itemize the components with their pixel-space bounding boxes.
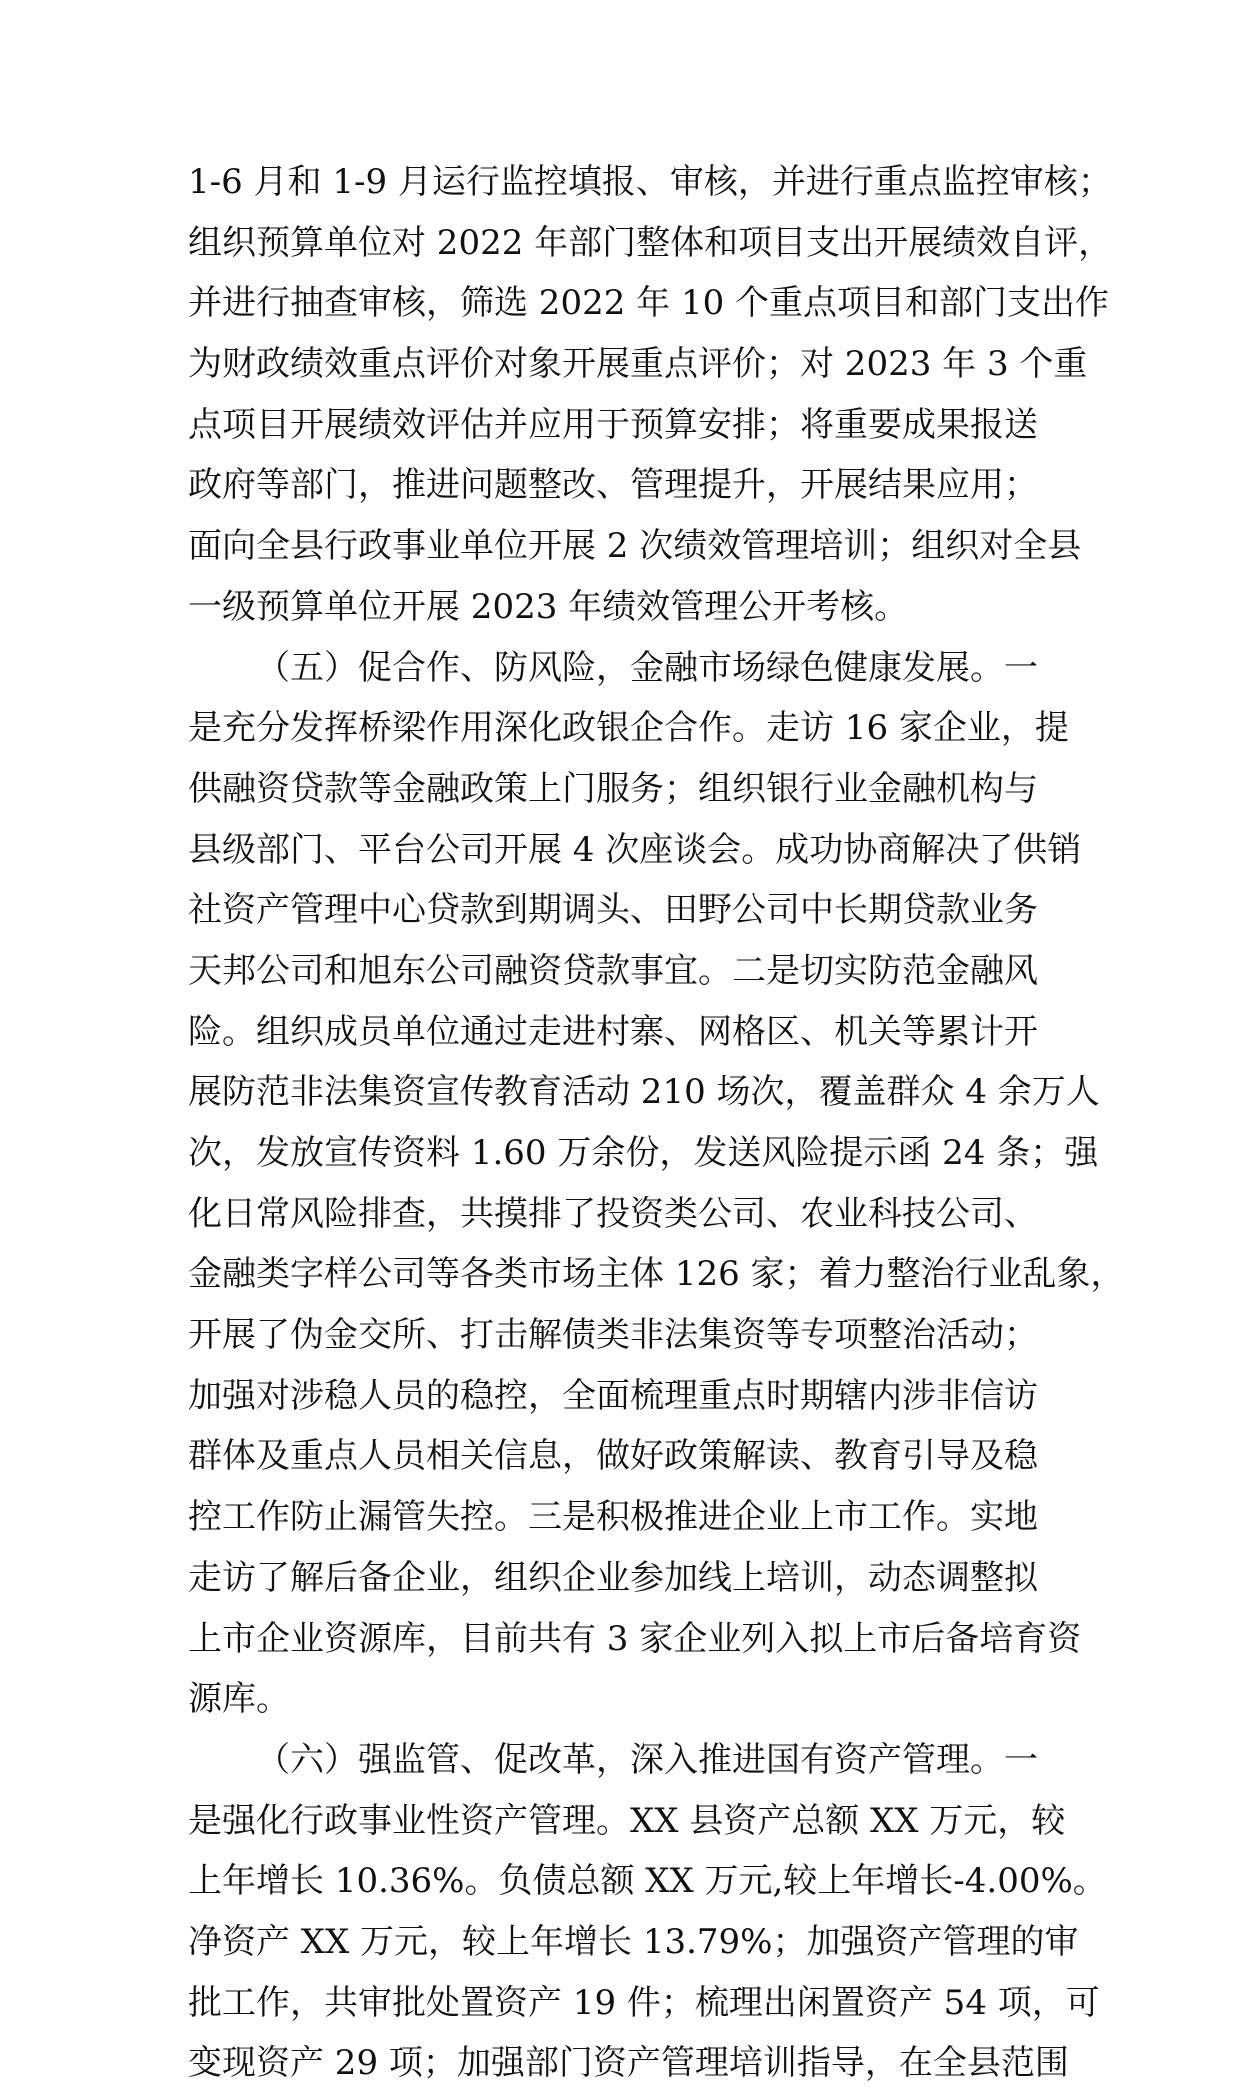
- text-line: 变现资产 29 项；加强部门资产管理培训指导，在全县范围: [188, 2043, 1069, 2084]
- text-line: 加强对涉稳人员的稳控，全面梳理重点时期辖内涉非信访: [188, 1375, 1038, 1416]
- text-line: 县级部门、平台公司开展 4 次座谈会。成功协商解决了供销: [188, 829, 1082, 870]
- text-line: 1-6 月和 1-9 月运行监控填报、审核，并进行重点监控审核；: [188, 162, 1112, 202]
- text-line: 化日常风险排查，共摸排了投资类公司、农业科技公司、: [188, 1193, 1038, 1234]
- text-line: 开展了伪金交所、打击解债类非法集资等专项整治活动；: [188, 1315, 1038, 1356]
- body-text: [188, 152, 1125, 2094]
- section-heading-line: （六）强监管、促改革，深入推进国有资产管理。一: [256, 1739, 1038, 1780]
- text-line: 点项目开展绩效评估并应用于预算安排；将重要成果报送: [188, 404, 1038, 445]
- text-line: 走访了解后备企业，组织企业参加线上培训，动态调整拟: [188, 1557, 1038, 1598]
- text-line: 控工作防止漏管失控。三是积极推进企业上市工作。实地: [188, 1497, 1038, 1538]
- text-line: 上市企业资源库，目前共有 3 家企业列入拟上市后备培育资: [188, 1618, 1082, 1659]
- text-line: 政府等部门，推进问题整改、管理提升，开展结果应用；: [188, 465, 1038, 506]
- text-line: 并进行抽查审核，筛选 2022 年 10 个重点项目和部门支出作: [188, 283, 1110, 324]
- section-heading-line: （五）促合作、防风险，金融市场绿色健康发展。一: [256, 647, 1038, 688]
- text-line: 次，发放宣传资料 1.60 万余份，发送风险提示函 24 条；强: [188, 1133, 1099, 1173]
- text-line: 社资产管理中心贷款到期调头、田野公司中长期贷款业务: [188, 890, 1038, 931]
- text-line: 险。组织成员单位通过走进村寨、网格区、机关等累计开: [188, 1011, 1038, 1052]
- text-line: 组织预算单位对 2022 年部门整体和项目支出开展绩效自评，: [188, 222, 1113, 263]
- text-line: 净资产 XX 万元，较上年增长 13.79%；加强资产管理的审: [188, 1921, 1079, 1962]
- text-line: 供融资贷款等金融政策上门服务；组织银行业金融机构与: [188, 768, 1038, 809]
- text-line: 群体及重点人员相关信息，做好政策解读、教育引导及稳: [188, 1436, 1038, 1477]
- text-line: 展防范非法集资宣传教育活动 210 场次，覆盖群众 4 余万人: [188, 1072, 1100, 1113]
- text-line: 面向全县行政事业单位开展 2 次绩效管理培训；组织对全县: [188, 526, 1082, 567]
- text-line: 为财政绩效重点评价对象开展重点评价；对 2023 年 3 个重: [188, 344, 1088, 385]
- text-line: 批工作，共审批处置资产 19 件；梳理出闲置资产 54 项，可: [188, 1982, 1100, 2023]
- text-line: 一级预算单位开展 2023 年绩效管理公开考核。: [188, 586, 909, 627]
- text-line: 源库。: [188, 1679, 290, 1720]
- text-line: 上年增长 10.36%。负债总额 XX 万元,较上年增长-4.00%。: [188, 1861, 1107, 1902]
- text-line: 是强化行政事业性资产管理。XX 县资产总额 XX 万元，较: [188, 1800, 1066, 1841]
- text-line: 金融类字样公司等各类市场主体 126 家；着力整治行业乱象，: [188, 1254, 1125, 1295]
- text-line: 是充分发挥桥梁作用深化政银企合作。走访 16 家企业，提: [188, 708, 1069, 749]
- text-line: 天邦公司和旭东公司融资贷款事宜。二是切实防范金融风: [188, 950, 1038, 991]
